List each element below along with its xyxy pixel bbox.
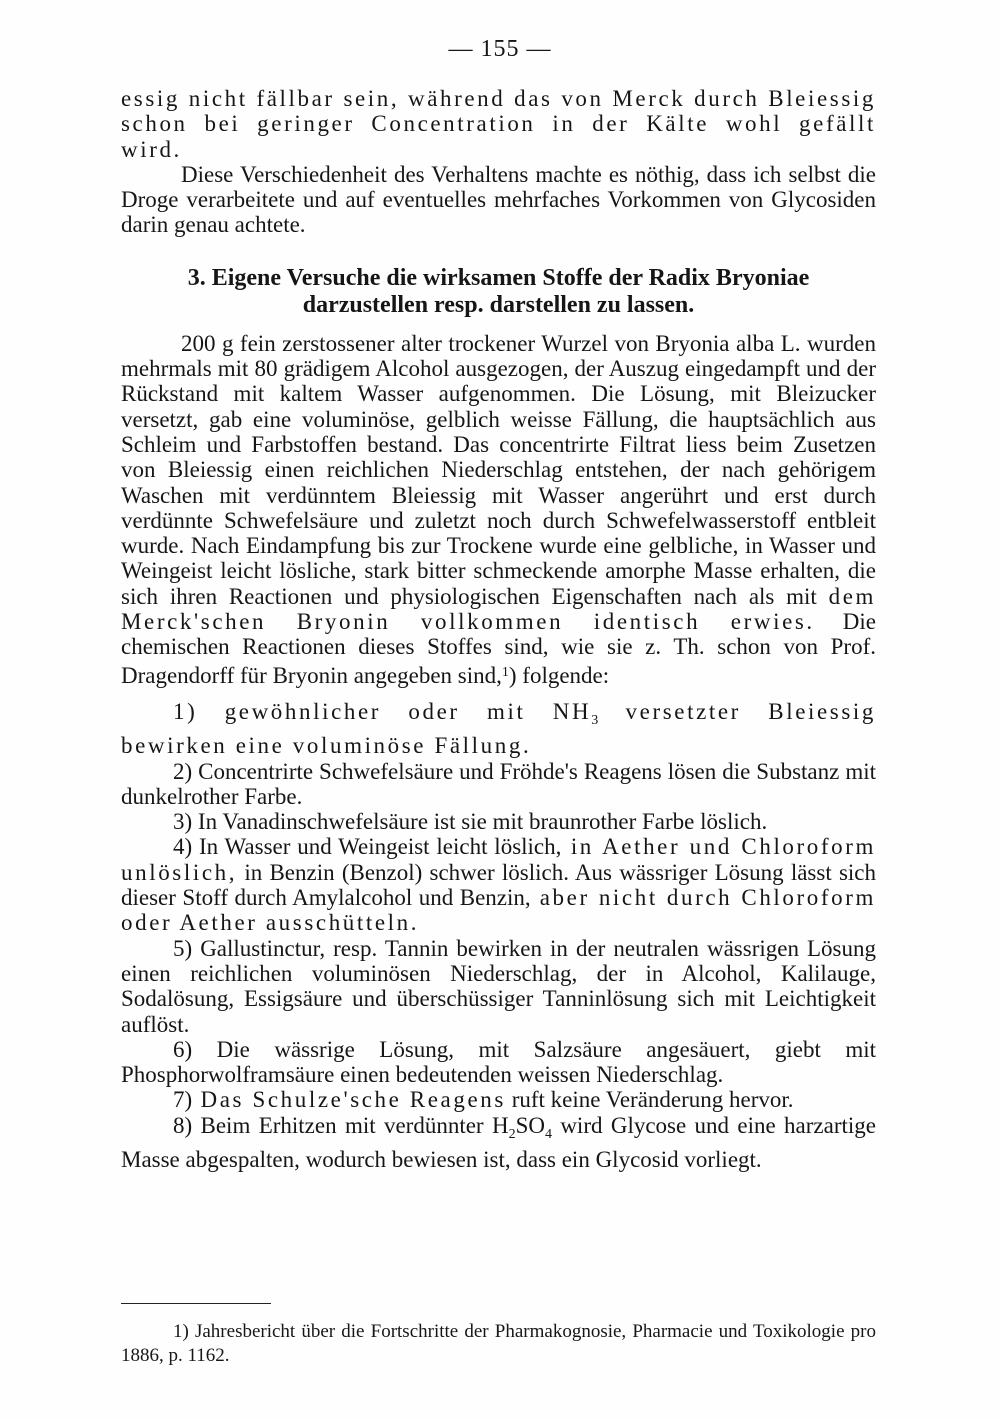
section-heading — [121, 265, 876, 319]
text-run: 200 g fein zerstossener alter trockener Wurzel von Bryonia alba L. wurden mehrmals mit 80 grädigem Alcohol ausgezogen, der Auszug eingedampft und der Rückstand mit kaltem Wasser aufgenommen. Die Lösung, mit Bleizucker versetzt, gab eine voluminöse, gelblich weisse Fällung, die hauptsächlich aus Schleim und Farbstoffen bestand. Das concentrirte Filtrat liess beim Zusetzen von Bleiessig einen reichlichen Niederschlag entstehen, der nach gehörigem Waschen mit verdünntem Bleiessig mit Wasser angerührt und erst durch verdünnte Schwefelsäure und zuletzt noch durch Schwefelwasserstoff entbleit wurde. Nach Eindampfung bis zur Trockene wurde eine gelbliche, in Wasser und Weingeist leicht lösliche, stark bitter schmeckende amorphe Masse erhalten, die sich ihren Reactionen und physiologischen Eigenschaften nach als mit — [121, 330, 876, 609]
text-run: SO — [515, 1112, 545, 1138]
text-run: Die chemischen Reactionen dieses Stoffes sind, wie sie z. Th. schon von Prof. Dragendorff für Bryonin angegeben sind, — [121, 609, 877, 688]
text-run: in Benzin (Benzol) schwer löslich. Aus wässriger Lösung lässt sich dieser Stoff durch Amylalcohol und Benzin, — [121, 859, 876, 911]
paragraph-continuation — [121, 86, 876, 162]
spaced-text: aber nicht durch Chloroform oder Aether ausschütteln. — [121, 885, 876, 936]
list-item: 3) In Vanadinschwefelsäure ist sie mit braunrother Farbe löslich. — [173, 809, 768, 835]
subscript: 2 — [508, 1126, 516, 1142]
paragraph: Diese Verschiedenheit des Verhaltens machte es nöthig, dass ich selbst die Droge verarbeitete und auf eventuelles mehrfaches Vorkommen von Glycosiden darin genau achtete. — [121, 161, 876, 238]
text-run: versetzter Bleiessig bewirken eine voluminöse Fällung. — [121, 698, 876, 759]
list-item: 5) Gallustinctur, resp. Tannin bewirken in der neutralen wässrigen Lösung einen reichlichen voluminösen Niederschlag, der in Alcohol, Kalilauge, Sodalösung, Essigsäure und überschüssiger Tanninlösung sich mit Leichtigkeit auflöst. — [121, 935, 876, 1037]
list-item — [121, 1087, 876, 1112]
body-text — [121, 86, 876, 1172]
text-run: ) folgende: — [508, 662, 610, 688]
spaced-text: Das Schulze'sche Reagens — [192, 1087, 506, 1113]
paragraph — [121, 331, 876, 688]
footnote-divider — [121, 1303, 271, 1304]
subscript: 4 — [544, 1126, 552, 1142]
subscript: 3 — [591, 712, 599, 728]
footnote-reference: 1 — [501, 664, 509, 680]
list-item: 2) Concentrirte Schwefelsäure und Fröhde's Reagens lösen die Substanz mit dunkelrother Farbe. — [121, 758, 876, 809]
footnote-text: 1) Jahresbericht über die Fortschritte der Pharmakognosie, Pharmacie und Toxikologie pro 1886, p. 1162. — [121, 1321, 876, 1366]
list-item — [121, 699, 876, 759]
text-run: wird Glycose und eine harzartige Masse abgespalten, wodurch bewiesen ist, dass ein Glycosid vorliegt. — [121, 1112, 876, 1172]
text-run: 7) — [173, 1087, 193, 1113]
list-item: 6) Die wässrige Lösung, mit Salzsäure angesäuert, giebt mit Phosphorwolframsäure einen bedeutenden weissen Niederschlag. — [121, 1036, 876, 1088]
list-item — [121, 834, 876, 935]
text-run: 4) In Wasser und Weingeist leicht löslich, — [173, 834, 562, 860]
section-heading-line-2: darzustellen resp. darstellen zu lassen. — [302, 291, 695, 318]
spaced-text: in Aether und Chloroform unlöslich, — [121, 834, 877, 885]
spaced-text: essig nicht fällbar sein, während das von Merck durch Bleiessig schon bei geringer Concentration in der Kälte wohl gefällt wird. — [121, 86, 876, 162]
footnote — [121, 1320, 876, 1368]
text-run: 8) Beim Erhitzen mit verdünnter H — [173, 1112, 509, 1138]
spaced-text: dem Merck'schen Bryonin vollkommen identisch erwies. — [121, 583, 877, 635]
text-run: ruft keine Veränderung hervor. — [505, 1087, 794, 1113]
list-item — [121, 1113, 876, 1173]
text-run: 1) gewöhnlicher oder mit NH — [173, 698, 592, 724]
reaction-list — [121, 699, 876, 1172]
page-number: — 155 — — [448, 36, 552, 62]
section-heading-line-1: 3. Eigene Versuche die wirksamen Stoffe der Radix Bryoniae — [187, 264, 810, 291]
